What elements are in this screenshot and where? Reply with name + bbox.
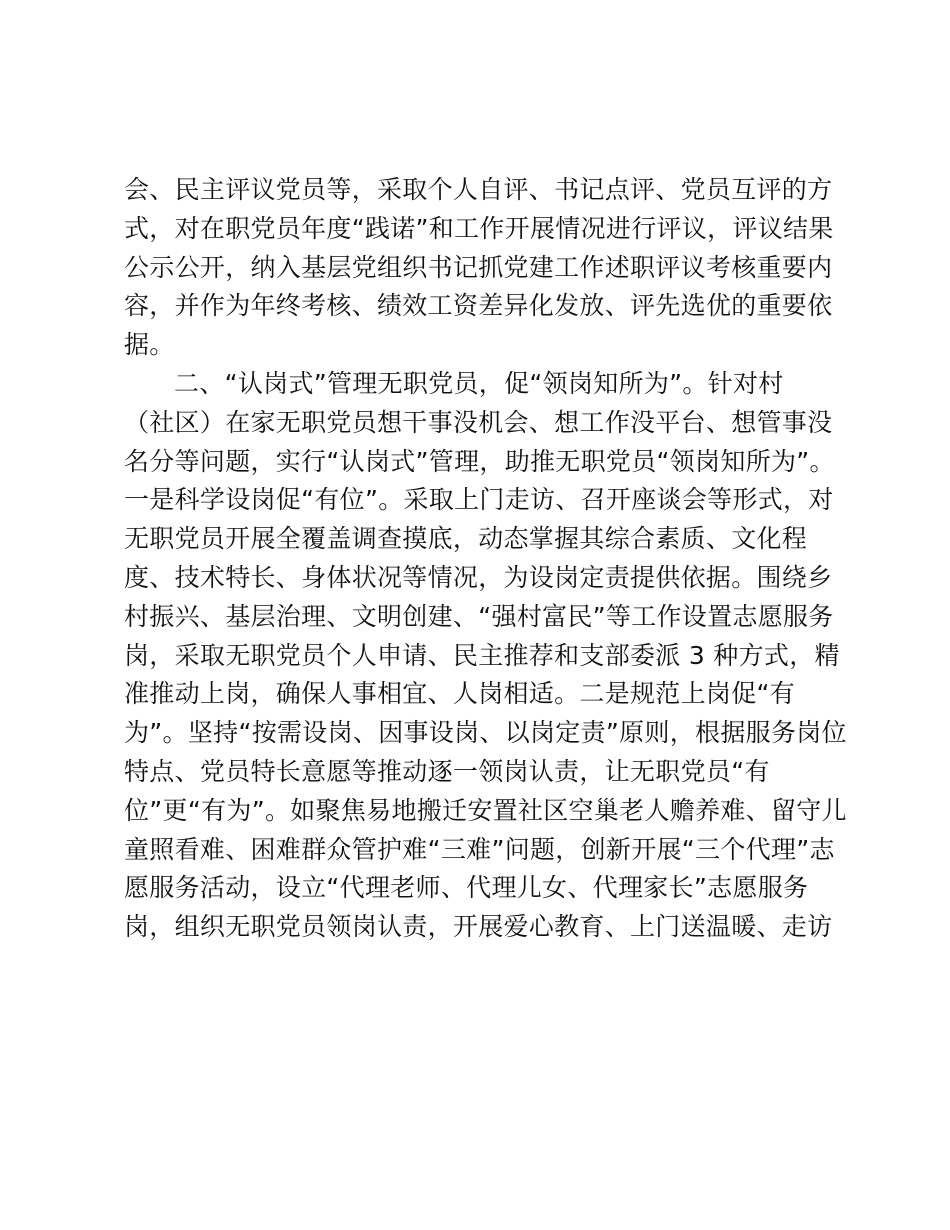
paragraph-line: 愿服务活动，设立“代理老师、代理儿女、代理家长”志愿服务 [124,873,809,903]
paragraph-line: 无职党员开展全覆盖调查摸底，动态掌握其综合素质、文化程 [124,524,808,554]
paragraph-line: 一是科学设岗促“有位”。采取上门走访、召开座谈会等形式，对 [124,485,834,515]
paragraph-line: （社区）在家无职党员想干事没机会、想工作没平台、想管事没 [124,407,833,437]
paragraph-line: 据。 [124,330,175,360]
paragraph-line: 特点、党员特长意愿等推动逐一领岗认责，让无职党员“有 [124,756,770,786]
document-body [124,171,847,947]
paragraph-line: 岗，组织无职党员领岗认责，开展爱心教育、上门送温暖、走访 [124,912,833,942]
paragraph-line: 公示公开，纳入基层党组织书记抓党建工作述职评议考核重要内 [124,252,833,282]
paragraph-line: 度、技术特长、身体状况等情况，为设岗定责提供依据。围绕乡 [124,562,833,592]
paragraph-line: 为”。坚持“按需设岗、因事设岗、以岗定责”原则，根据服务岗位 [124,718,847,748]
paragraph-line: 名分等问题，实行“认岗式”管理，助推无职党员“领岗知所为”。 [124,446,835,476]
section-heading-line: 二、“认岗式”管理无职党员，促“领岗知所为”。针对村 [174,368,784,398]
paragraph-line: 容，并作为年终考核、绩效工资差异化发放、评先选优的重要依 [124,291,833,321]
paragraph-line: 位”更“有为”。如聚焦易地搬迁安置社区空巢老人赡养难、留守儿 [124,795,847,825]
paragraph-line: 童照看难、困难群众管护难“三难”问题，创新开展“三个代理”志 [124,834,835,864]
paragraph-line: 式，对在职党员年度“践诺”和工作开展情况进行评议，评议结果 [124,213,834,243]
paragraph-line: 村振兴、基层治理、文明创建、“强村富民”等工作设置志愿服务 [124,601,834,631]
paragraph-line: 岗，采取无职党员个人申请、民主推荐和支部委派 3 种方式，精 [124,640,840,670]
paragraph-line: 准推动上岗，确保人事相宜、人岗相适。二是规范上岗促“有 [124,679,796,709]
paragraph-line: 会、民主评议党员等，采取个人自评、书记点评、党员互评的方 [124,175,833,204]
